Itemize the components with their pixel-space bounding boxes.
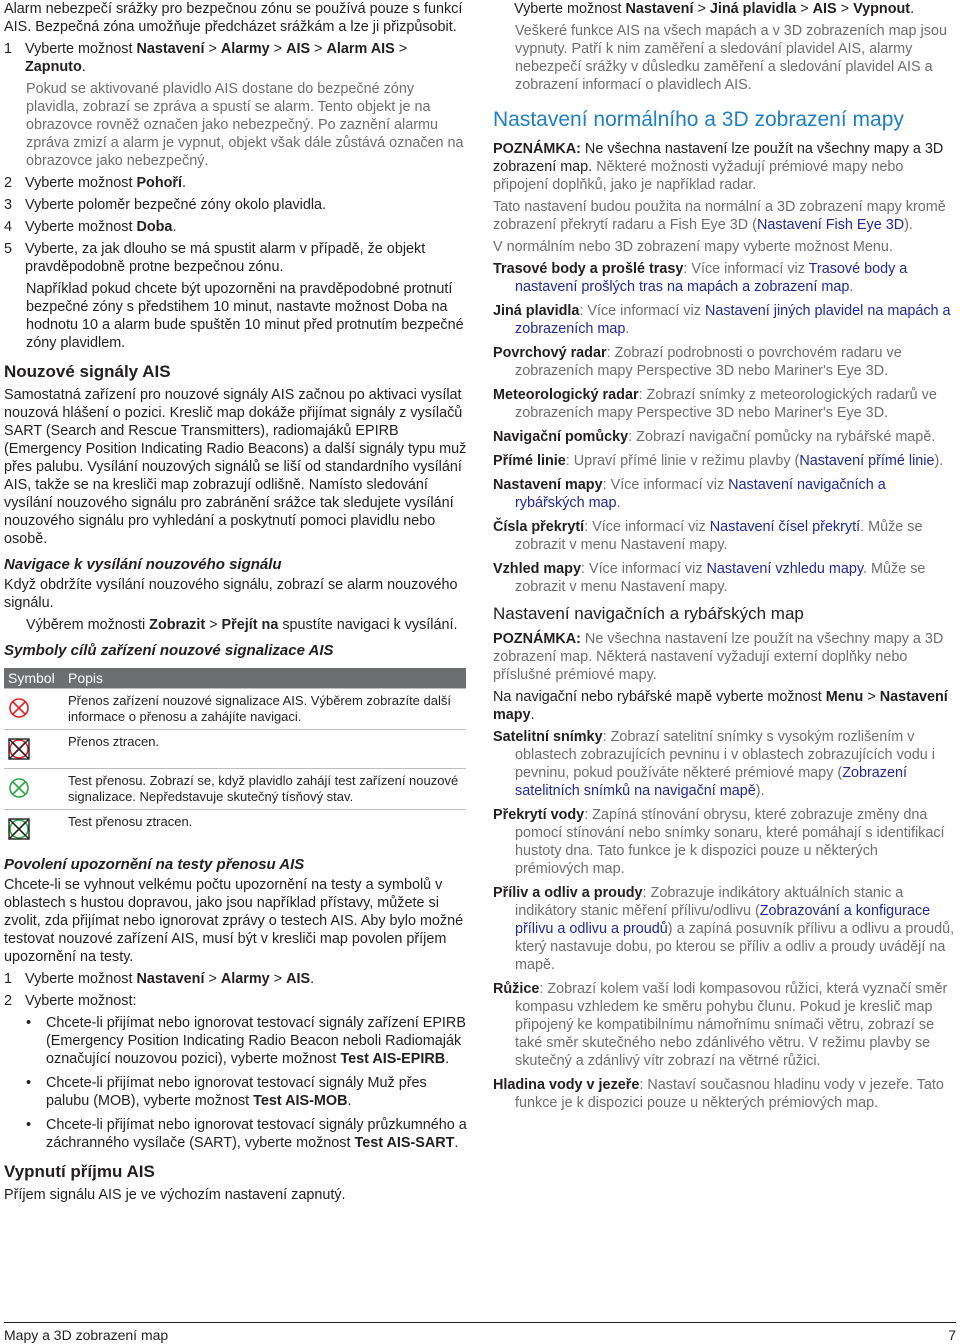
setting-item: Příliv a odliv a proudy: Zobrazuje indikátory aktuálních stanic a indikátory stanic měření přílivu/odlivu (Zobrazování a konfigurace přílivu a odlivu a proudů) a zapíná posuvník přílivu a odlivu a proudů, který nastavuje dobu, po kterou se příliv a odliv a proudy uvádějí na mapě.: [493, 885, 955, 973]
setting-item: Trasové body a prošlé trasy: Více informací viz Trasové body a nastavení prošlých tras na mapách a zobrazení map.: [493, 261, 908, 295]
heading-emergency-signals: Nouzové signály AIS: [4, 362, 171, 381]
note2-paragraph: POZNÁMKA: Ne všechna nastavení lze použít na všechny mapy a 3D zobrazení map. Některá nastavení vyžadují externí doplňky nebo příslušné prémiové mapy.: [493, 631, 944, 683]
table-row: [4, 689, 466, 730]
note-paragraph: POZNÁMKA: Ne všechna nastavení lze použít na všechny mapy a 3D zobrazení map. Některé možnosti vyžadují prémiové mapy nebo připojení doplňků, jako je například radar.: [493, 141, 944, 193]
ais-sart-active-icon: [8, 697, 30, 719]
right-column: [493, 0, 955, 1118]
symbol-description: Test přenosu. Zobrazí se, když plavidlo zahájí test zařízení nouzové signalizace. Nepředstavuje skutečný tísňový stav.: [64, 769, 466, 810]
ais-sart-test-icon: [8, 777, 30, 799]
test-options-list: [4, 1014, 468, 1152]
setting-item: Povrchový radar: Zobrazí podrobnosti o povrchovém radaru ve zobrazeních mapy Perspective 3D nebo Mariner's Eye 3D.: [493, 345, 902, 379]
cross-reference-link[interactable]: Nastavení navigačních a rybářských map: [515, 477, 886, 511]
disable-step: Vyberte možnost Nastavení > Jiná plavidla > AIS > Vypnout.: [514, 1, 915, 17]
disable-paragraph: Příjem signálu AIS je ve výchozím nastavení zapnutý.: [4, 1187, 346, 1203]
heading-nav-fishing-settings: Nastavení navigačních a rybářských map: [493, 604, 804, 623]
list-item: • Chcete-li přijímat nebo ignorovat testovací signály průzkumného a záchranného vysílače (SART), vyberte možnost Test AIS-SART.: [26, 1117, 467, 1151]
setting-item: Hladina vody v jezeře: Nastaví současnou hladinu vody v jezeře. Tato funkce je k dispozici pouze u některých prémiových map.: [493, 1077, 944, 1111]
heading-test-alerts: Povolení upozornění na testy přenosu AIS: [4, 856, 305, 873]
step-2: 2 Vyberte možnost Pohoří.: [4, 175, 187, 191]
step-1-note: Pokud se aktivované plavidlo AIS dostane do bezpečné zóny plavidla, zobrazí se zpráva a spustí se alarm. Tento objekt je na obrazovce rovněž označen jako nebezpečný. Po zaznění alarmu zpráva zmizí a alarm je vypnut, objekt však dále zůstává označen na obrazovce jako nebezpečný.: [26, 81, 464, 169]
footer-section-title: Mapy a 3D zobrazení map: [4, 1327, 169, 1343]
ais-sart-lost-icon: [8, 738, 30, 760]
settings-scope-paragraph: Tato nastavení budou použita na normální a 3D zobrazení mapy kromě zobrazení překrytí radaru a Fish Eye 3D (Nastavení Fish Eye 3D).: [493, 199, 946, 233]
table-row: [4, 769, 466, 810]
list-item: • Chcete-li přijímat nebo ignorovat testovací signály zařízení EPIRB (Emergency Position Indicating Radio Beacon neboli Radiomaják označující nouzovou pozici), vyberte možnost Test AIS-EPIRB.: [26, 1015, 466, 1067]
symbols-table: [4, 668, 466, 848]
chart-settings-list: [493, 728, 955, 1112]
ais-sart-test-lost-icon: [8, 818, 30, 840]
test-paragraph: Chcete-li se vyhnout velkému počtu upozornění na testy a symbolů v oblastech s hustou dopravou, jako jsou například přístavy, můžete si zvolit, zda přijímat nebo ignorovat zprávy o testech AIS. Aby bylo možné testovat nouzové zařízení AIS, musí být v kresliči map povolen příjem upozornění na testy.: [4, 877, 464, 965]
navigate-instruction: Výběrem možnosti Zobrazit > Přejít na spustíte navigaci k vysílání.: [26, 617, 458, 633]
setting-item: Čísla překrytí: Více informací viz Nastavení čísel překrytí. Může se zobrazit v menu Nastavení mapy.: [493, 519, 923, 553]
step-1: 1 Vyberte možnost Nastavení > Alarmy > AIS > Alarm AIS > Zapnuto.: [4, 41, 408, 75]
navigate-paragraph: Když obdržíte vysílání nouzového signálu, zobrazí se alarm nouzového signálu.: [4, 577, 458, 611]
symbol-description: Přenos zařízení nouzové signalizace AIS. Výběrem zobrazíte další informace o přenosu a zahájíte navigaci.: [64, 689, 466, 730]
column-header-symbol: Symbol: [4, 668, 64, 689]
setting-item: Růžice: Zobrazí kolem vaší lodi kompasovou růžici, která vyznačí směr kompasu vzhledem ke směru pohybu člunu. Pokud je kreslič map připojený ke kompatibilnímu námořnímu snímači větru, zobrazí se také směr skutečného nebo zdánlivého větru. V režimu plavby se skutečný a zdánlivý vítr zobrazí na větrné růžici.: [493, 981, 948, 1069]
heading-disable-ais: Vypnutí příjmu AIS: [4, 1162, 155, 1181]
chart-menu-instruction: Na navigační nebo rybářské mapě vyberte možnost Menu > Nastavení mapy.: [493, 689, 948, 723]
step-3: 3 Vyberte poloměr bezpečné zóny okolo plavidla.: [4, 197, 327, 213]
step-4: 4 Vyberte možnost Doba.: [4, 219, 177, 235]
list-item: • Chcete-li přijímat nebo ignorovat testovací signály Muž přes palubu (MOB), vyberte možnost Test AIS-MOB.: [26, 1075, 427, 1109]
table-row: [4, 730, 466, 769]
test-step-1: 1 Vyberte možnost Nastavení > Alarmy > AIS.: [4, 971, 315, 987]
test-step-2: 2 Vyberte možnost:: [4, 993, 137, 1009]
symbol-description: Přenos ztracen.: [64, 730, 466, 769]
collision-intro: Alarm nebezpečí srážky pro bezpečnou zónu se používá pouze s funkcí AIS. Bezpečná zóna umožňuje předcházet srážkám a lze ji přizpůsobit.: [4, 1, 463, 35]
cross-reference-link[interactable]: Nastavení přímé linie: [799, 453, 935, 469]
heading-normal-3d-settings: Nastavení normálního a 3D zobrazení mapy: [493, 108, 904, 131]
setting-item: Vzhled mapy: Více informací viz Nastavení vzhledu mapy. Může se zobrazit v menu Nastavení mapy.: [493, 561, 926, 595]
cross-reference-link[interactable]: Zobrazení satelitních snímků na navigační mapě: [515, 765, 907, 799]
setting-item: Navigační pomůcky: Zobrazí navigační pomůcky na rybářské mapě.: [493, 429, 936, 445]
example-paragraph: Například pokud chcete být upozorněni na pravděpodobné protnutí bezpečné zóny s předstihem 10 minut, nastavte možnost Doba na hodnotu 10 a alarm bude spuštěn 10 minut před protnutím bezpečné zóny plavidlem.: [26, 281, 464, 351]
disable-note: Veškeré funkce AIS na všech mapách a v 3D zobrazeních map jsou vypnuty. Patří k nim zaměření a sledování plavidel AIS, alarmy nebezpečí srážky v důsledku zaměření a sledování plavidel AIS a zobrazení informací o plavidlech AIS.: [515, 23, 947, 93]
step-5: 5 Vyberte, za jak dlouho se má spustit alarm v případě, že objekt pravděpodobně protne bezpečnou zónu.: [4, 241, 426, 275]
link-fish-eye-settings[interactable]: Nastavení Fish Eye 3D: [756, 217, 905, 233]
heading-symbols: Symboly cílů zařízení nouzové signalizace AIS: [4, 642, 334, 659]
setting-item: Přímé linie: Upraví přímé linie v režimu plavby (Nastavení přímé linie).: [493, 453, 944, 469]
cross-reference-link[interactable]: Nastavení jiných plavidel na mapách a zobrazeních map: [515, 303, 951, 337]
left-column: [4, 0, 468, 1208]
setting-item: Nastavení mapy: Více informací viz Nastavení navigačních a rybářských map.: [493, 477, 886, 511]
setting-item: Satelitní snímky: Zobrazí satelitní snímky s vysokým rozlišením v oblastech zobrazujících pevninu i v oblastech zobrazujících vodu i pevninu, pokud používáte některé prémiové mapy (Zobrazení satelitních snímků na navigační mapě).: [493, 729, 935, 799]
column-header-description: Popis: [64, 668, 466, 689]
heading-navigate-to-signal: Navigace k vysílání nouzového signálu: [4, 556, 282, 573]
emergency-paragraph: Samostatná zařízení pro nouzové signály AIS začnou po aktivaci vysílat nouzová hlášení o pozici. Kreslič map dokáže přijímat signály z vysílačů SART (Search and Rescue Transmitters), radiomajáků EPIRB (Emergency Position Indicating Radio Beacons) a další signály typu muž přes palubu. Vysílání nouzových signálů se liší od standardního vysílání AIS, takže se na kresliči map zobrazují odlišně. Namísto sledování vysílání nouzového signálu pro zabránění srážce tak sledujete vysílání nouzového signálu pro vyhledání a poskytnutí pomoci plavidlu nebo osobě.: [4, 387, 467, 547]
menu-instruction: V normálním nebo 3D zobrazení mapy vyberte možnost Menu.: [493, 239, 893, 255]
cross-reference-link[interactable]: Trasové body a nastavení prošlých tras na mapách a zobrazení map: [515, 261, 908, 295]
step-number: 1: [4, 41, 13, 57]
map-settings-list: [493, 260, 955, 596]
page-footer: [4, 1322, 956, 1344]
cross-reference-link[interactable]: Nastavení čísel překrytí: [709, 519, 861, 535]
setting-item: Překrytí vody: Zapíná stínování obrysu, které zobrazuje změny dna pomocí stínování nebo snímky sonaru, které pomáhají s identifikací hustoty dna. Tato funkce je k dispozici pouze u některých prémiových map.: [493, 807, 945, 877]
setting-item: Meteorologický radar: Zobrazí snímky z meteorologických radarů ve zobrazeních mapy Perspective 3D nebo Mariner's Eye 3D.: [493, 387, 937, 421]
table-row: [4, 810, 466, 849]
symbol-description: Test přenosu ztracen.: [64, 810, 466, 849]
setting-item: Jiná plavidla: Více informací viz Nastavení jiných plavidel na mapách a zobrazeních map.: [493, 303, 951, 337]
cross-reference-link[interactable]: Nastavení vzhledu mapy: [706, 561, 864, 577]
page-number: 7: [948, 1327, 956, 1343]
cross-reference-link[interactable]: Zobrazování a konfigurace přílivu a odlivu a proudů: [515, 903, 931, 937]
